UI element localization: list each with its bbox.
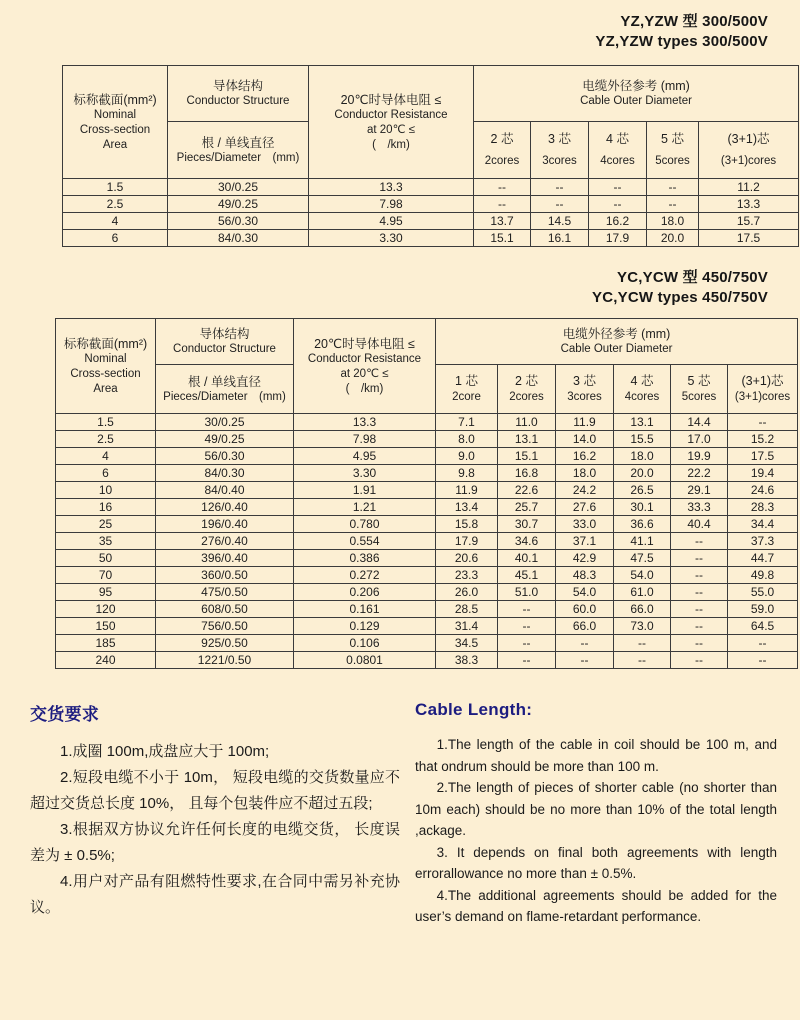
table-cell: 25 bbox=[56, 516, 156, 533]
table-cell: 64.5 bbox=[728, 618, 798, 635]
table-cell: 19.9 bbox=[671, 448, 728, 465]
table-cell: 20.0 bbox=[614, 465, 671, 482]
table-cell: 0.780 bbox=[294, 516, 436, 533]
table2-header bbox=[56, 319, 798, 414]
table-row bbox=[56, 618, 798, 635]
table-row bbox=[56, 516, 798, 533]
section2-title-en: YC,YCW types 450/750V bbox=[592, 289, 768, 306]
table-cell: 33.3 bbox=[671, 499, 728, 516]
header-cell-conductor-resistance: 20℃时导体电阻 ≤ Conductor Resistance at 20℃ ≤ ( /km) bbox=[309, 66, 474, 179]
table1-body bbox=[63, 179, 799, 247]
table-cell: 0.129 bbox=[294, 618, 436, 635]
table-cell: 16.1 bbox=[531, 230, 589, 247]
table-cell: 0.554 bbox=[294, 533, 436, 550]
table-row bbox=[56, 652, 798, 669]
table-cell: 61.0 bbox=[614, 584, 671, 601]
table-cell: -- bbox=[498, 618, 556, 635]
table-cell: 6 bbox=[63, 230, 168, 247]
table-cell: 15.7 bbox=[699, 213, 799, 230]
table-cell: 49.8 bbox=[728, 567, 798, 584]
table-cell: 120 bbox=[56, 601, 156, 618]
section2-title-zh: YC,YCW 型 450/750V bbox=[617, 269, 768, 286]
table-cell: 51.0 bbox=[498, 584, 556, 601]
table-cell: 18.0 bbox=[614, 448, 671, 465]
table-cell: 0.386 bbox=[294, 550, 436, 567]
table-cell: 41.1 bbox=[614, 533, 671, 550]
table-cell: 15.2 bbox=[728, 431, 798, 448]
table-cell: 50 bbox=[56, 550, 156, 567]
table-cell: 20.0 bbox=[647, 230, 699, 247]
table1-header bbox=[63, 66, 799, 179]
table-cell: 9.0 bbox=[436, 448, 498, 465]
cable-length-section bbox=[415, 700, 777, 928]
header-cell-nominal-area: 标称截面(mm²) Nominal Cross-section Area bbox=[56, 319, 156, 414]
table-cell: 756/0.50 bbox=[156, 618, 294, 635]
table-cell: 95 bbox=[56, 584, 156, 601]
table-cell: 49/0.25 bbox=[168, 196, 309, 213]
table-cell: 66.0 bbox=[556, 618, 614, 635]
table-cell: 17.5 bbox=[699, 230, 799, 247]
header-cell-pieces-diameter: 根 / 单线直径 Pieces/Diameter (mm) bbox=[156, 365, 294, 414]
table-cell: 30.1 bbox=[614, 499, 671, 516]
table-cell: 42.9 bbox=[556, 550, 614, 567]
table-cell: 34.4 bbox=[728, 516, 798, 533]
table-cell: 20.6 bbox=[436, 550, 498, 567]
section1-title-en: YZ,YZW types 300/500V bbox=[595, 33, 768, 50]
table-cell: 925/0.50 bbox=[156, 635, 294, 652]
table-cell: 22.2 bbox=[671, 465, 728, 482]
table-cell: 56/0.30 bbox=[156, 448, 294, 465]
header-cell-5cores: 5 芯 5cores bbox=[647, 122, 699, 179]
table-cell: 276/0.40 bbox=[156, 533, 294, 550]
table-cell: 2.5 bbox=[63, 196, 168, 213]
table-cell: 17.9 bbox=[589, 230, 647, 247]
table-cell: 7.1 bbox=[436, 414, 498, 431]
table-row bbox=[56, 448, 798, 465]
table-row bbox=[63, 179, 799, 196]
table-cell: 4 bbox=[63, 213, 168, 230]
table-cell: 34.6 bbox=[498, 533, 556, 550]
table-row bbox=[63, 196, 799, 213]
table-cell: 24.2 bbox=[556, 482, 614, 499]
table-cell: 49/0.25 bbox=[156, 431, 294, 448]
table-cell: -- bbox=[589, 196, 647, 213]
table-cell: 475/0.50 bbox=[156, 584, 294, 601]
table-cell: 1.91 bbox=[294, 482, 436, 499]
table-cell: 28.3 bbox=[728, 499, 798, 516]
table-cell: 15.1 bbox=[498, 448, 556, 465]
table-cell: 185 bbox=[56, 635, 156, 652]
table-cell: 17.5 bbox=[728, 448, 798, 465]
header-cell-conductor-structure: 导体结构 Conductor Structure bbox=[168, 66, 309, 122]
table-cell: 30/0.25 bbox=[168, 179, 309, 196]
table-cell: 608/0.50 bbox=[156, 601, 294, 618]
table-cell: -- bbox=[671, 601, 728, 618]
table-cell: 16 bbox=[56, 499, 156, 516]
table-cell: 34.5 bbox=[436, 635, 498, 652]
table-cell: -- bbox=[474, 196, 531, 213]
table-cell: 29.1 bbox=[671, 482, 728, 499]
table-cell: 0.206 bbox=[294, 584, 436, 601]
table-cell: 66.0 bbox=[614, 601, 671, 618]
table-cell: -- bbox=[556, 635, 614, 652]
table-row bbox=[56, 635, 798, 652]
table-row bbox=[56, 584, 798, 601]
table-cell: 25.7 bbox=[498, 499, 556, 516]
table-cell: 45.1 bbox=[498, 567, 556, 584]
table-cell: 14.4 bbox=[671, 414, 728, 431]
table-cell: 54.0 bbox=[556, 584, 614, 601]
table-cell: 15.1 bbox=[474, 230, 531, 247]
table-row bbox=[56, 482, 798, 499]
section1-title bbox=[595, 12, 768, 52]
table-row bbox=[56, 465, 798, 482]
table-cell: -- bbox=[474, 179, 531, 196]
header-cell-3plus1cores: (3+1)芯 (3+1)cores bbox=[728, 365, 798, 414]
cable-length-paragraph-2: 2.The length of pieces of shorter cable (no shorter than 10m each) should be no more than 10% of the total length ,ackage. bbox=[415, 780, 777, 838]
table-cell: 1.5 bbox=[56, 414, 156, 431]
header-cell-1core: 1 芯 2core bbox=[436, 365, 498, 414]
table-cell: 33.0 bbox=[556, 516, 614, 533]
table-cell: 19.4 bbox=[728, 465, 798, 482]
table-cell: -- bbox=[728, 652, 798, 669]
table-cell: -- bbox=[498, 601, 556, 618]
table-cell: 1.21 bbox=[294, 499, 436, 516]
table-cell: 13.3 bbox=[294, 414, 436, 431]
table-cell: 4.95 bbox=[309, 213, 474, 230]
table-row bbox=[56, 601, 798, 618]
table-cell: -- bbox=[647, 196, 699, 213]
header-cell-2cores: 2 芯 2cores bbox=[474, 122, 531, 179]
table-cell: 4.95 bbox=[294, 448, 436, 465]
table-cell: 38.3 bbox=[436, 652, 498, 669]
table-row bbox=[56, 533, 798, 550]
spec-table-450-750v bbox=[55, 318, 798, 669]
table-cell: 24.6 bbox=[728, 482, 798, 499]
table-row bbox=[63, 213, 799, 230]
table-cell: 16.2 bbox=[589, 213, 647, 230]
table-cell: -- bbox=[647, 179, 699, 196]
table-cell: 55.0 bbox=[728, 584, 798, 601]
table-cell: 0.106 bbox=[294, 635, 436, 652]
table-cell: 11.9 bbox=[436, 482, 498, 499]
header-cell-4cores: 4 芯 4cores bbox=[589, 122, 647, 179]
header-cell-nominal-area: 标称截面(mm²) Nominal Cross-section Area bbox=[63, 66, 168, 179]
table-cell: 3.30 bbox=[294, 465, 436, 482]
table-cell: 13.1 bbox=[498, 431, 556, 448]
header-cell-2cores: 2 芯 2cores bbox=[498, 365, 556, 414]
table2-body bbox=[56, 414, 798, 669]
table-cell: 150 bbox=[56, 618, 156, 635]
table-cell: 36.6 bbox=[614, 516, 671, 533]
table-cell: 126/0.40 bbox=[156, 499, 294, 516]
table-cell: -- bbox=[671, 533, 728, 550]
table-cell: -- bbox=[728, 635, 798, 652]
header-cell-outer-diameter: 电缆外径参考 (mm) Cable Outer Diameter bbox=[436, 319, 798, 365]
header-cell-5cores: 5 芯 5cores bbox=[671, 365, 728, 414]
table-cell: 8.0 bbox=[436, 431, 498, 448]
table-cell: 84/0.30 bbox=[168, 230, 309, 247]
table-cell: 2.5 bbox=[56, 431, 156, 448]
delivery-paragraph-3: 3.根据双方协议允许任何长度的电缆交货， 长度误差为 ± 0.5%; bbox=[30, 821, 400, 864]
table-cell: 15.8 bbox=[436, 516, 498, 533]
table-row bbox=[63, 230, 799, 247]
table-cell: 28.5 bbox=[436, 601, 498, 618]
table-cell: 84/0.30 bbox=[156, 465, 294, 482]
table-cell: -- bbox=[531, 196, 589, 213]
table-cell: -- bbox=[556, 652, 614, 669]
table-cell: 11.0 bbox=[498, 414, 556, 431]
table-cell: 30/0.25 bbox=[156, 414, 294, 431]
table-cell: 18.0 bbox=[556, 465, 614, 482]
table-cell: 1221/0.50 bbox=[156, 652, 294, 669]
table-cell: 0.0801 bbox=[294, 652, 436, 669]
header-cell-3cores: 3 芯 3cores bbox=[531, 122, 589, 179]
cable-length-paragraph-3: 3. It depends on final both agreements with length errorallowance no more than ± 0.5%. bbox=[415, 844, 777, 881]
table-cell: 31.4 bbox=[436, 618, 498, 635]
table-row bbox=[56, 414, 798, 431]
delivery-requirements-heading: 交货要求 bbox=[30, 705, 100, 724]
table-cell: 10 bbox=[56, 482, 156, 499]
table-cell: -- bbox=[531, 179, 589, 196]
table-cell: 37.3 bbox=[728, 533, 798, 550]
table-cell: 13.4 bbox=[436, 499, 498, 516]
table-cell: -- bbox=[728, 414, 798, 431]
cable-length-heading: Cable Length: bbox=[415, 700, 533, 719]
header-cell-3plus1cores: (3+1)芯 (3+1)cores bbox=[699, 122, 799, 179]
table-cell: 70 bbox=[56, 567, 156, 584]
table-cell: 0.161 bbox=[294, 601, 436, 618]
header-cell-3cores: 3 芯 3cores bbox=[556, 365, 614, 414]
table-cell: -- bbox=[498, 652, 556, 669]
table-cell: 4 bbox=[56, 448, 156, 465]
table-cell: 13.1 bbox=[614, 414, 671, 431]
table-cell: 54.0 bbox=[614, 567, 671, 584]
table-cell: 84/0.40 bbox=[156, 482, 294, 499]
table-cell: 11.9 bbox=[556, 414, 614, 431]
table-cell: 23.3 bbox=[436, 567, 498, 584]
table-cell: 44.7 bbox=[728, 550, 798, 567]
table-cell: 0.272 bbox=[294, 567, 436, 584]
table-cell: 13.7 bbox=[474, 213, 531, 230]
header-cell-pieces-diameter: 根 / 单线直径 Pieces/Diameter (mm) bbox=[168, 122, 309, 179]
table-row bbox=[56, 499, 798, 516]
section2-title bbox=[592, 268, 768, 308]
table-cell: 17.9 bbox=[436, 533, 498, 550]
table-cell: 240 bbox=[56, 652, 156, 669]
table-cell: -- bbox=[614, 652, 671, 669]
table-cell: 7.98 bbox=[309, 196, 474, 213]
cable-length-paragraph-4: 4.The additional agreements should be added for the user’s demand on flame-retardant performance. bbox=[415, 887, 777, 924]
table-cell: 40.4 bbox=[671, 516, 728, 533]
table-cell: 396/0.40 bbox=[156, 550, 294, 567]
table-cell: 13.3 bbox=[699, 196, 799, 213]
table-cell: -- bbox=[671, 567, 728, 584]
header-cell-4cores: 4 芯 4cores bbox=[614, 365, 671, 414]
table-cell: -- bbox=[671, 584, 728, 601]
cable-length-paragraph-1: 1.The length of the cable in coil should be 100 m, and that ondrum should be more than 100 m. bbox=[415, 737, 777, 774]
table-cell: 9.8 bbox=[436, 465, 498, 482]
delivery-paragraph-2: 2.短段电缆不小于 10m， 短段电缆的交货数量应不超过交货总长度 10%， 且每个包装件应不超过五段; bbox=[30, 769, 400, 812]
table-cell: 26.5 bbox=[614, 482, 671, 499]
delivery-requirements-section bbox=[30, 700, 400, 921]
table-cell: 196/0.40 bbox=[156, 516, 294, 533]
table-cell: 17.0 bbox=[671, 431, 728, 448]
table-cell: 73.0 bbox=[614, 618, 671, 635]
table-row bbox=[56, 431, 798, 448]
section1-title-zh: YZ,YZW 型 300/500V bbox=[620, 13, 768, 30]
table-cell: 16.2 bbox=[556, 448, 614, 465]
header-cell-outer-diameter: 电缆外径参考 (mm) Cable Outer Diameter bbox=[474, 66, 799, 122]
table-cell: 56/0.30 bbox=[168, 213, 309, 230]
header-cell-conductor-structure: 导体结构 Conductor Structure bbox=[156, 319, 294, 365]
table-cell: 40.1 bbox=[498, 550, 556, 567]
table-cell: 35 bbox=[56, 533, 156, 550]
table-cell: 1.5 bbox=[63, 179, 168, 196]
table-cell: 59.0 bbox=[728, 601, 798, 618]
table-cell: 27.6 bbox=[556, 499, 614, 516]
table-cell: -- bbox=[671, 618, 728, 635]
table-cell: 30.7 bbox=[498, 516, 556, 533]
spec-table-300-500v bbox=[62, 65, 799, 247]
table-cell: -- bbox=[671, 635, 728, 652]
header-cell-conductor-resistance: 20℃时导体电阻 ≤ Conductor Resistance at 20℃ ≤ ( /km) bbox=[294, 319, 436, 414]
table-cell: 7.98 bbox=[294, 431, 436, 448]
table-cell: -- bbox=[498, 635, 556, 652]
table-cell: -- bbox=[671, 652, 728, 669]
table-cell: 15.5 bbox=[614, 431, 671, 448]
table-cell: 11.2 bbox=[699, 179, 799, 196]
table-cell: 13.3 bbox=[309, 179, 474, 196]
table-cell: 26.0 bbox=[436, 584, 498, 601]
table-cell: 22.6 bbox=[498, 482, 556, 499]
table-cell: 16.8 bbox=[498, 465, 556, 482]
table-cell: -- bbox=[614, 635, 671, 652]
table-row bbox=[56, 550, 798, 567]
table-row bbox=[56, 567, 798, 584]
table-cell: 48.3 bbox=[556, 567, 614, 584]
table-cell: 47.5 bbox=[614, 550, 671, 567]
delivery-paragraph-1: 1.成圈 100m,成盘应大于 100m; bbox=[60, 743, 270, 760]
table-cell: -- bbox=[589, 179, 647, 196]
table-cell: 14.5 bbox=[531, 213, 589, 230]
table-cell: 60.0 bbox=[556, 601, 614, 618]
table-cell: 37.1 bbox=[556, 533, 614, 550]
table-cell: -- bbox=[671, 550, 728, 567]
table-cell: 3.30 bbox=[309, 230, 474, 247]
table-cell: 360/0.50 bbox=[156, 567, 294, 584]
delivery-paragraph-4: 4.用户对产品有阻燃特性要求,在合同中需另补充协议。 bbox=[30, 873, 400, 916]
table-cell: 18.0 bbox=[647, 213, 699, 230]
table-cell: 14.0 bbox=[556, 431, 614, 448]
table-cell: 6 bbox=[56, 465, 156, 482]
